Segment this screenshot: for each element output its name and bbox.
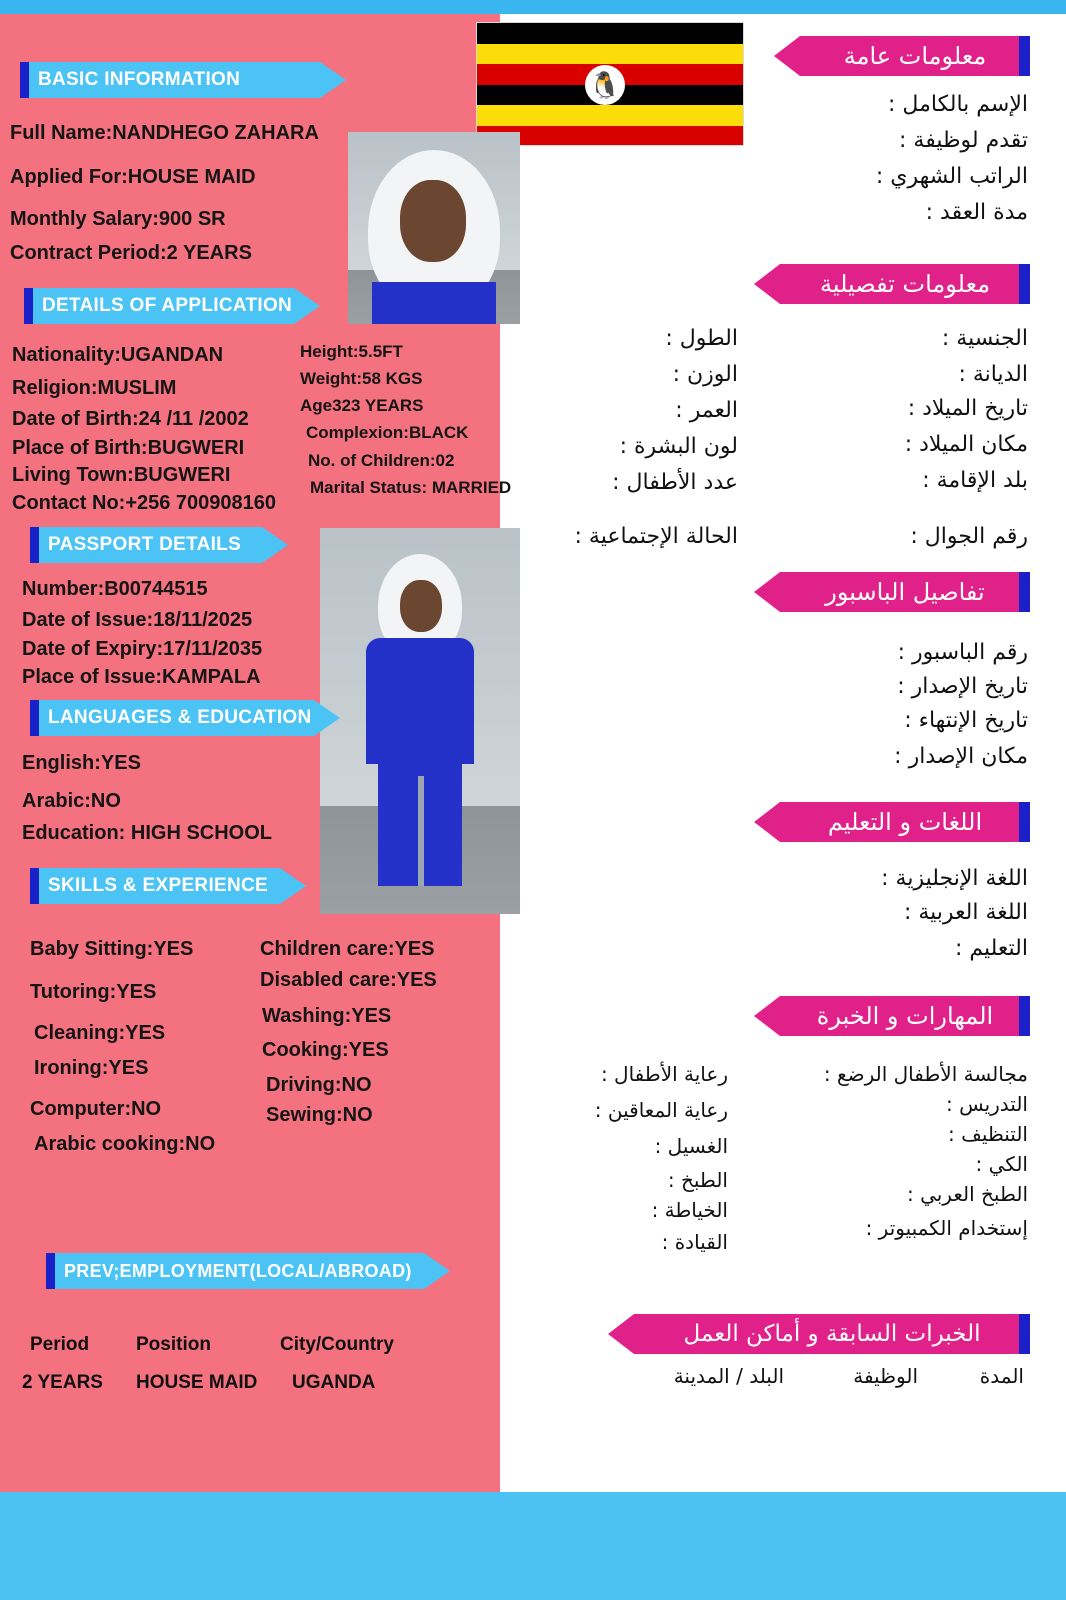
- ar-skill-ironing: الكي :: [975, 1152, 1028, 1176]
- ar-field-complexion: لون البشرة :: [619, 434, 738, 459]
- field-contact-no: Contact No:+256 700908160: [12, 492, 277, 514]
- ar-skill-driving: القيادة :: [661, 1230, 728, 1254]
- ar-skill-sewing: الخياطة :: [651, 1198, 728, 1222]
- field-monthly-salary: Monthly Salary:900 SR: [10, 208, 226, 230]
- skill-cleaning: Cleaning:YES: [34, 1022, 166, 1044]
- ar-field-passport-expiry-date: تاريخ الإنتهاء :: [904, 708, 1028, 733]
- ar-field-nationality: الجنسية :: [941, 326, 1028, 351]
- section-header-previous-employment-ar: [634, 1314, 1030, 1354]
- ar-skill-disabled-care: رعاية المعاقين :: [594, 1098, 728, 1122]
- ar-skill-tutoring: التدريس :: [945, 1092, 1028, 1116]
- ar-skill-children-care: رعاية الأطفال :: [600, 1062, 728, 1086]
- skill-arabic-cooking: Arabic cooking:NO: [34, 1133, 216, 1155]
- ar-field-full-name: الإسم بالكامل :: [888, 92, 1028, 117]
- skill-washing: Washing:YES: [262, 1005, 392, 1027]
- field-applied-for: Applied For:HOUSE MAID: [10, 166, 256, 188]
- field-marital-status: Marital Status: MARRIED: [310, 478, 512, 497]
- ar-prev-header-period: المدة: [979, 1364, 1024, 1388]
- ar-prev-header-position: الوظيفة: [853, 1364, 918, 1388]
- section-header-basic-information: [20, 62, 320, 98]
- section-header-skills-experience-ar: [780, 996, 1030, 1036]
- ar-field-place-of-birth: مكان الميلاد :: [904, 432, 1028, 457]
- ar-skill-arabic-cooking: الطبخ العربي :: [906, 1182, 1028, 1206]
- passport-details-label-ar: تفاصيل الباسبور: [825, 578, 985, 606]
- ar-field-english: اللغة الإنجليزية :: [881, 866, 1028, 891]
- skill-sewing: Sewing:NO: [266, 1104, 373, 1126]
- prev-row-position: HOUSE MAID: [136, 1372, 258, 1393]
- field-passport-date-of-issue: Date of Issue:18/11/2025: [22, 609, 253, 631]
- field-date-of-birth: Date of Birth:24 /11 /2002: [12, 408, 249, 430]
- skill-computer: Computer:NO: [30, 1098, 162, 1120]
- section-header-skills-experience: [30, 868, 280, 904]
- ar-field-applied-for: تقدم لوظيفة :: [899, 128, 1028, 153]
- field-no-of-children: No. of Children:02: [308, 451, 455, 470]
- field-passport-date-of-expiry: Date of Expiry:17/11/2035: [22, 638, 263, 660]
- applicant-portrait-photo: [348, 132, 520, 324]
- languages-education-label-ar: اللغات و التعليم: [827, 808, 983, 836]
- ar-skill-cleaning: التنظيف :: [948, 1122, 1028, 1146]
- skills-experience-label-ar: المهارات و الخبرة: [816, 1002, 994, 1030]
- section-header-previous-employment: [46, 1253, 424, 1289]
- languages-education-label: LANGUAGES & EDUCATION: [48, 707, 312, 728]
- field-passport-number: Number:B00744515: [22, 578, 208, 600]
- field-living-town: Living Town:BUGWERI: [12, 464, 231, 486]
- ar-field-children-count: عدد الأطفال :: [612, 470, 738, 495]
- field-age: Age323 YEARS: [300, 396, 424, 415]
- field-complexion: Complexion:BLACK: [306, 423, 469, 442]
- ar-field-passport-issue-place: مكان الإصدار :: [894, 744, 1028, 769]
- uganda-flag: [476, 22, 744, 146]
- ar-field-monthly-salary: الراتب الشهري :: [875, 164, 1028, 189]
- ar-field-passport-number: رقم الباسبور :: [897, 640, 1028, 665]
- previous-employment-label-ar: الخبرات السابقة و أماكن العمل: [683, 1321, 981, 1347]
- section-header-languages-education: [30, 700, 314, 736]
- field-contract-period: Contract Period:2 YEARS: [10, 242, 252, 264]
- basic-information-label: BASIC INFORMATION: [38, 69, 241, 90]
- prev-header-city-country: City/Country: [280, 1334, 394, 1355]
- ar-field-arabic: اللغة العربية :: [903, 900, 1028, 925]
- section-header-passport-details: [30, 527, 262, 563]
- section-header-languages-education-ar: [780, 802, 1030, 842]
- prev-row-city-country: UGANDA: [292, 1372, 376, 1393]
- field-religion: Religion:MUSLIM: [12, 377, 177, 399]
- ar-field-height: الطول :: [665, 326, 738, 351]
- skill-tutoring: Tutoring:YES: [30, 981, 157, 1003]
- field-place-of-birth: Place of Birth:BUGWERI: [12, 437, 245, 459]
- ar-skill-washing: الغسيل :: [654, 1134, 728, 1158]
- section-header-details-of-application: [24, 288, 294, 324]
- ar-field-age: العمر :: [675, 398, 738, 423]
- passport-details-label: PASSPORT DETAILS: [48, 534, 242, 555]
- ar-field-marital-status: الحالة الإجتماعية :: [574, 524, 738, 549]
- ar-prev-header-country-city: البلد / المدينة: [673, 1364, 784, 1388]
- ar-skill-cooking: الطبخ :: [667, 1168, 728, 1192]
- skill-driving: Driving:NO: [266, 1074, 372, 1096]
- field-full-name: Full Name:NANDHEGO ZAHARA: [10, 122, 319, 144]
- prev-row-period: 2 YEARS: [22, 1372, 103, 1393]
- bottom-band: [0, 1492, 1066, 1600]
- detailed-information-label-ar: معلومات تفصيلية: [819, 270, 991, 298]
- skill-cooking: Cooking:YES: [262, 1039, 389, 1061]
- skill-ironing: Ironing:YES: [34, 1057, 149, 1079]
- ar-field-weight: الوزن :: [672, 362, 738, 387]
- skills-experience-label: SKILLS & EXPERIENCE: [48, 875, 269, 896]
- ar-skill-baby-sitting: مجالسة الأطفال الرضع :: [823, 1062, 1028, 1086]
- ar-field-country-of-residence: بلد الإقامة :: [922, 468, 1028, 493]
- general-information-label-ar: معلومات عامة: [843, 42, 987, 70]
- ar-field-religion: الديانة :: [958, 362, 1028, 387]
- field-height: Height:5.5FT: [300, 342, 403, 361]
- field-weight: Weight:58 KGS: [300, 369, 423, 388]
- details-of-application-label: DETAILS OF APPLICATION: [42, 295, 293, 316]
- field-nationality: Nationality:UGANDAN: [12, 344, 224, 366]
- ar-field-contract-period: مدة العقد :: [925, 200, 1028, 225]
- prev-header-period: Period: [30, 1334, 90, 1355]
- top-band: [0, 0, 1066, 14]
- ar-skill-computer: إستخدام الكمبيوتر :: [865, 1216, 1028, 1240]
- section-header-detailed-information-ar: [780, 264, 1030, 304]
- crane-emblem-icon: 🐧: [585, 65, 625, 105]
- prev-header-position: Position: [136, 1334, 211, 1355]
- ar-field-mobile-number: رقم الجوال :: [910, 524, 1028, 549]
- field-passport-place-of-issue: Place of Issue:KAMPALA: [22, 666, 261, 688]
- ar-field-date-of-birth: تاريخ الميلاد :: [907, 396, 1028, 421]
- skill-disabled-care: Disabled care:YES: [260, 969, 437, 991]
- section-header-general-information-ar: [800, 36, 1030, 76]
- field-english: English:YES: [22, 752, 141, 774]
- ar-field-education: التعليم :: [954, 936, 1028, 961]
- field-education: Education: HIGH SCHOOL: [22, 822, 272, 844]
- field-arabic: Arabic:NO: [22, 790, 121, 812]
- skill-baby-sitting: Baby Sitting:YES: [30, 938, 194, 960]
- section-header-passport-details-ar: [780, 572, 1030, 612]
- applicant-fullbody-photo: [320, 528, 520, 914]
- previous-employment-label: PREV;EMPLOYMENT(LOCAL/ABROAD): [64, 1260, 412, 1281]
- skill-children-care: Children care:YES: [260, 938, 435, 960]
- ar-field-passport-issue-date: تاريخ الإصدار :: [897, 674, 1028, 699]
